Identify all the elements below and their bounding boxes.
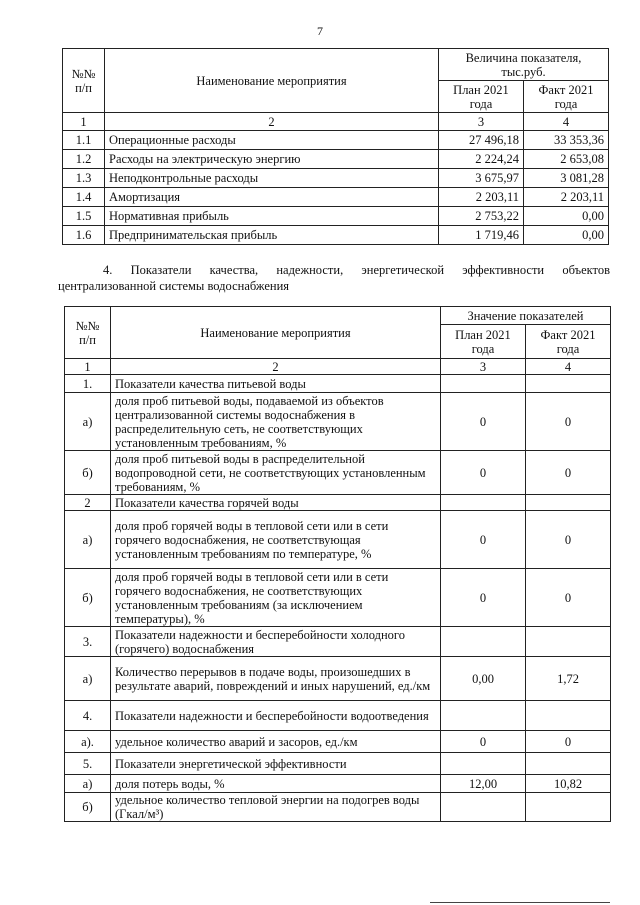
row-plan [441,375,526,393]
header-plan: План 2021 года [441,325,526,359]
row-plan: 0 [441,511,526,569]
row-fact: 0,00 [524,207,609,226]
index-cell: 3 [439,113,524,131]
row-plan: 0 [441,569,526,627]
row-fact: 2 203,11 [524,188,609,207]
row-plan: 0 [441,731,526,753]
row-plan [441,753,526,775]
row-fact: 2 653,08 [524,150,609,169]
row-number: б) [65,793,111,822]
table-row [65,569,611,627]
table-row [63,188,609,207]
row-name: Показатели надежности и бесперебойности водоотведения [111,701,441,731]
index-cell: 1 [65,359,111,375]
row-plan: 1 719,46 [439,226,524,245]
row-name: Операционные расходы [105,131,439,150]
row-number: а) [65,657,111,701]
row-number: 1.1 [63,131,105,150]
index-cell: 4 [524,113,609,131]
row-name: Амортизация [105,188,439,207]
row-fact: 33 353,36 [524,131,609,150]
table-row [63,131,609,150]
row-name: доля проб горячей воды в тепловой сети или в сети горячего водоснабжения, не соответствующая установленным требованиям по температуре, % [111,511,441,569]
row-plan: 12,00 [441,775,526,793]
table-row [65,393,611,451]
row-number: 1. [65,375,111,393]
row-plan: 27 496,18 [439,131,524,150]
table-row [65,375,611,393]
row-name: Показатели энергетической эффективности [111,753,441,775]
table-row [65,511,611,569]
row-name: Расходы на электрическую энергию [105,150,439,169]
table-row [65,793,611,822]
header-name: Наименование мероприятия [111,307,441,359]
header-fact: Факт 2021 года [526,325,611,359]
row-number: 1.4 [63,188,105,207]
header-fact: Факт 2021 года [524,81,609,113]
header-plan: План 2021 года [439,81,524,113]
table-row [65,495,611,511]
table-row [65,701,611,731]
header-num: №№ п/п [65,307,111,359]
row-fact: 1,72 [526,657,611,701]
table-row [63,169,609,188]
row-fact [526,701,611,731]
row-plan: 2 753,22 [439,207,524,226]
table-row [65,627,611,657]
row-number: 5. [65,753,111,775]
row-number: 3. [65,627,111,657]
cost-indicators-table [62,48,609,245]
row-fact: 0,00 [524,226,609,245]
row-number: 1.5 [63,207,105,226]
row-name: доля проб горячей воды в тепловой сети или в сети горячего водоснабжения, не соответствующих установленным требованиям (за исключением температуры), % [111,569,441,627]
quality-indicators-table [64,306,611,822]
row-fact: 3 081,28 [524,169,609,188]
row-number: а) [65,511,111,569]
row-name: Показатели надежности и бесперебойности холодного (горячего) водоснабжения [111,627,441,657]
row-plan: 0,00 [441,657,526,701]
table-row [65,753,611,775]
row-number: 4. [65,701,111,731]
header-value-group: Значение показателей [441,307,611,325]
footer-line [430,902,610,903]
row-plan [441,495,526,511]
row-fact: 0 [526,731,611,753]
row-number: а). [65,731,111,753]
index-cell: 3 [441,359,526,375]
row-name: Показатели качества питьевой воды [111,375,441,393]
row-name: удельное количество тепловой энергии на подогрев воды (Гкал/м³) [111,793,441,822]
table-row [65,451,611,495]
table-row [65,775,611,793]
row-number: 1.2 [63,150,105,169]
row-plan [441,627,526,657]
row-fact: 0 [526,393,611,451]
row-number: б) [65,451,111,495]
row-fact: 0 [526,569,611,627]
row-name: доля проб питьевой воды, подаваемой из объектов централизованной системы водоснабжения в распределительную сеть, не соответствующих установленным требованиям, % [111,393,441,451]
row-name: Показатели качества горячей воды [111,495,441,511]
table-row [63,207,609,226]
row-plan [441,701,526,731]
row-name: доля потерь воды, % [111,775,441,793]
row-name: Предпринимательская прибыль [105,226,439,245]
row-fact [526,753,611,775]
row-name: доля проб питьевой воды в распределительной водопроводной сети, не соответствующих установленным требованиям, % [111,451,441,495]
row-fact: 0 [526,511,611,569]
row-fact: 10,82 [526,775,611,793]
row-fact [526,627,611,657]
row-number: 2 [65,495,111,511]
row-plan [441,793,526,822]
row-fact [526,375,611,393]
row-number: а) [65,393,111,451]
section-4-title: 4. Показатели качества, надежности, энергетической эффективности объектов централизованной системы водоснабжения [58,263,610,293]
index-cell: 2 [111,359,441,375]
row-fact: 0 [526,451,611,495]
header-value-group: Величина показателя, тыс.руб. [439,49,609,81]
page-number: 7 [317,24,323,38]
index-cell: 2 [105,113,439,131]
row-plan: 2 203,11 [439,188,524,207]
row-number: б) [65,569,111,627]
row-plan: 2 224,24 [439,150,524,169]
row-name: удельное количество аварий и засоров, ед./км [111,731,441,753]
row-number: а) [65,775,111,793]
row-number: 1.6 [63,226,105,245]
row-fact [526,495,611,511]
header-name: Наименование мероприятия [105,49,439,113]
table-row [63,150,609,169]
table-row [65,657,611,701]
row-number: 1.3 [63,169,105,188]
row-name: Нормативная прибыль [105,207,439,226]
row-name: Неподконтрольные расходы [105,169,439,188]
index-cell: 4 [526,359,611,375]
index-cell: 1 [63,113,105,131]
table-row [65,731,611,753]
row-plan: 0 [441,393,526,451]
row-fact [526,793,611,822]
table-row [63,226,609,245]
row-name: Количество перерывов в подаче воды, произошедших в результате аварий, повреждений и иных нарушений, ед./км [111,657,441,701]
row-plan: 0 [441,451,526,495]
row-plan: 3 675,97 [439,169,524,188]
header-num: №№ п/п [63,49,105,113]
